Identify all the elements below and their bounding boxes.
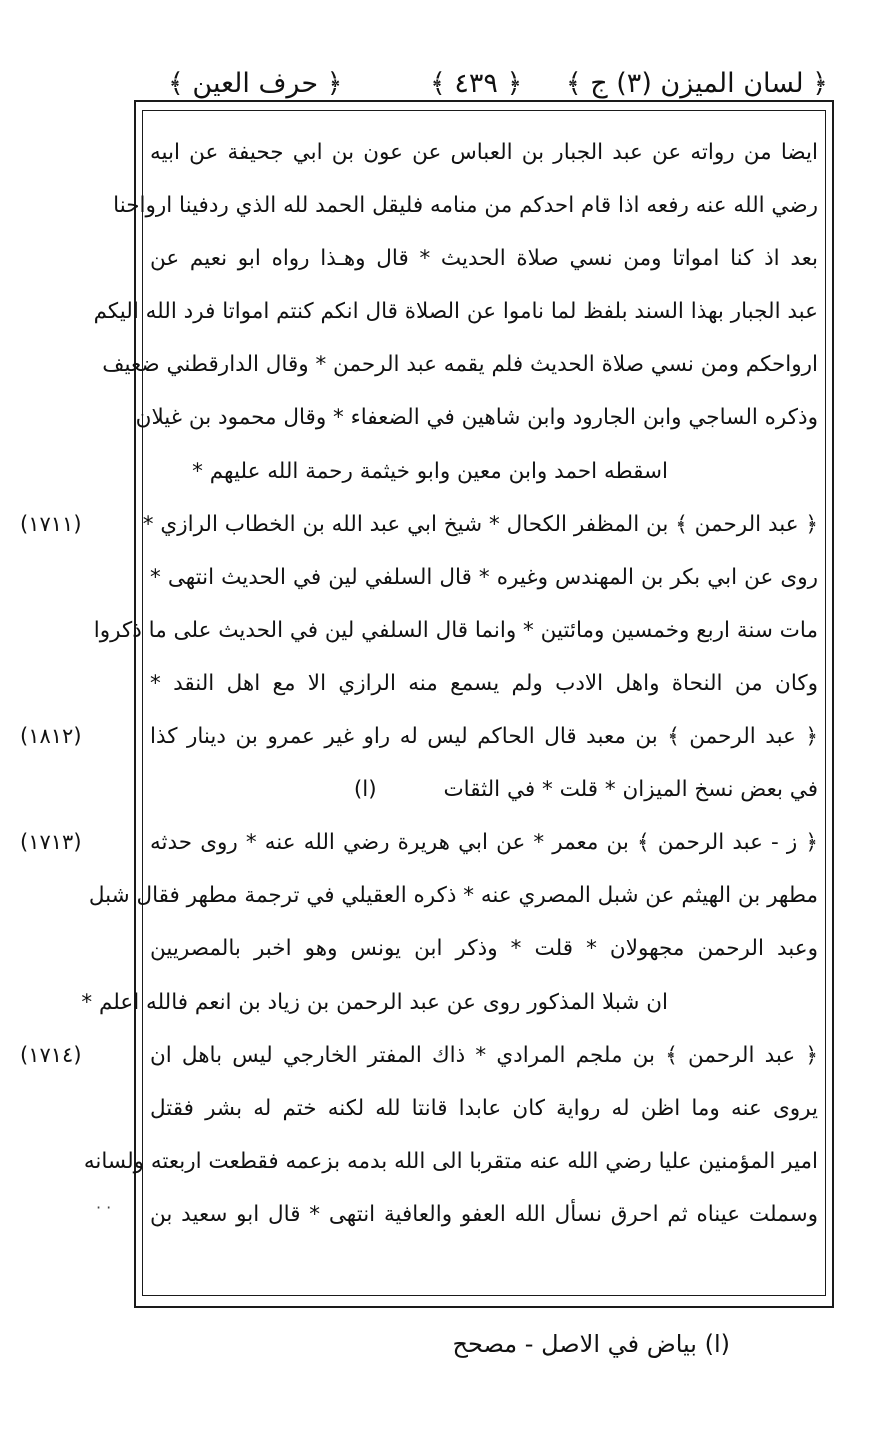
entry-number: (١٧١١) [20,511,82,536]
book-title: ﴿ لسان الميزن (٣) ج ﴾ [565,68,828,99]
text-line: عبد الجبار بهذا السند بلفظ لما ناموا عن الصلاة قال انكم كنتم امواتا فرد الله اليكم [93,299,818,325]
text-line: وذكره الساجي وابن الجارود وابن شاهين في الضعفاء * وقال محمود بن غيلان [135,405,818,431]
page-number: ﴿ ٤٣٩ ﴾ [430,68,523,99]
entry-number: (١٧١٣) [20,830,82,855]
text-line: اسقطه احمد وابن معين وابو خيثمة رحمة الله عليهم * [192,458,668,484]
body-text [81,126,818,1241]
text-line: امير المؤمنين عليا رضي الله عنه متقربا الى الله بدمه بزعمه فقطعت اربعته ولسانه [83,1148,818,1174]
text-line: وكان من النحاة واهل الادب ولم يسمع منه الرازي الا مع اهل النقد * [150,670,818,696]
text-line-content: في بعض نسخ الميزان * قلت * في الثقات [443,777,818,803]
text-line: وسملت عيناه ثم احرق نسأل الله العفو والعافية انتهى * قال ابو سعيد بن [150,1201,818,1227]
entry-heading-line: ﴿ عبد الرحمن ﴾ بن معبد قال الحاكم ليس له راو غير عمرو بن دينار كذا [150,724,818,750]
entry-heading-line: ﴿ ز - عبد الرحمن ﴾ بن معمر * عن ابي هريرة رضي الله عنه * روى حدثه [150,830,818,856]
text-line: مات سنة اربع وخمسين ومائتين * وانما قال السلفي لين في الحديث على ما ذكروا [93,617,818,643]
text-line: مطهر بن الهيثم عن شبل المصري عنه * ذكره العقيلي في ترجمة مطهر فقال شبل [88,883,818,909]
text-line: ايضا من رواته عن عبد الجبار بن العباس عن عون بن ابي جحيفة عن ابيه [150,140,818,165]
footnote-marker: (ا) [353,777,377,803]
text-line: ان شبلا المذكور روى عن عبد الرحمن بن زياد بن انعم فالله اعلم * [81,989,668,1015]
entry-number: (١٧١٤) [20,1042,82,1067]
text-line: يروى عنه وما اظن له رواية كان عابدا قانتا لله لكنه ختم له بشر فقتل [150,1095,818,1121]
text-line: روى عن ابي بكر بن المهندس وغيره * قال السلفي لين في الحديث انتهى * [150,564,818,590]
entry-heading-line: ﴿ عبد الرحمن ﴾ بن المظفر الكحال * شيخ ابي عبد الله بن الخطاب الرازي * [142,511,818,537]
footnote: (ا) بياض في الاصل - مصحح [452,1330,730,1358]
text-line: ارواحكم ومن نسي صلاة الحديث فلم يقمه عبد الرحمن * وقال الدارقطني ضعيف [102,352,818,378]
entry-heading-line: ﴿ عبد الرحمن ﴾ بن ملجم المرادي * ذاك المفتر الخارجي ليس باهل ان [150,1042,818,1068]
entry-number: (١٨١٢) [20,724,82,749]
chapter-title: ﴿ حرف العين ﴾ [168,68,343,99]
text-line: وعبد الرحمن مجهولان * قلت * وذكر ابن يونس وهو اخبر بالمصريين [150,936,818,962]
text-line: بعد اذ كنا امواتا ومن نسي صلاة الحديث * قال وهـذا رواه ابو نعيم عن [150,246,818,272]
text-line: رضي الله عنه رفعه اذا قام احدكم من منامه فليقل الحمد لله الذي ردفينا ارواحنا [113,193,818,219]
text-line-with-footnote [150,763,818,816]
margin-marks: · · [96,1198,112,1217]
